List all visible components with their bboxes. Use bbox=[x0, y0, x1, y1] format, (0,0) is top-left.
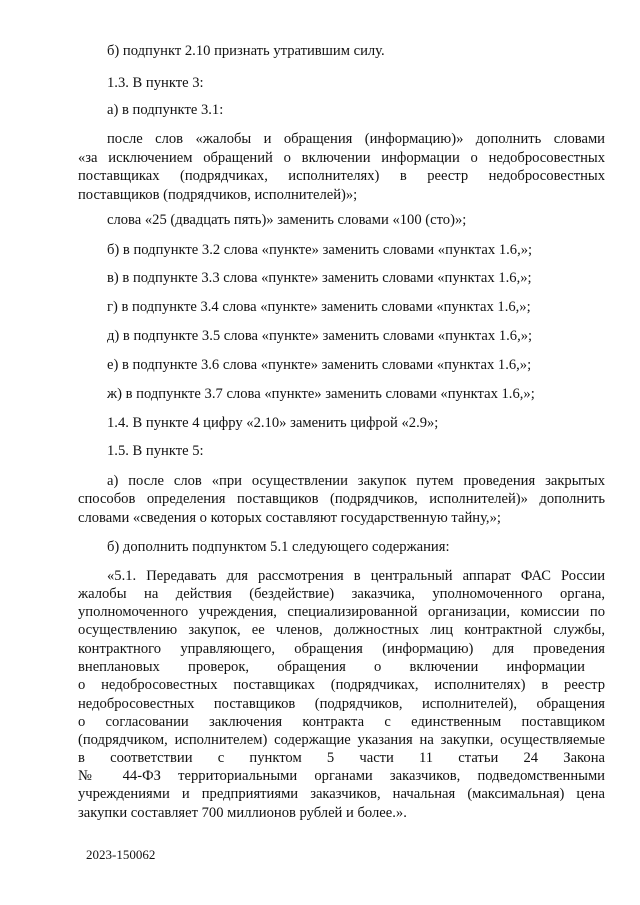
document-line: а) в подпункте 3.1: bbox=[107, 102, 224, 118]
document-number: 2023-150062 bbox=[86, 847, 156, 862]
document-line: после слов «жалобы и обращения (информацию)» дополнить словами bbox=[107, 131, 605, 147]
document-line: о недобросовестных поставщиках (подрядчиках, исполнителях) в реестр bbox=[78, 677, 605, 693]
document-line: недобросовестных поставщиков (подрядчиков, исполнителей), обращения bbox=[78, 696, 605, 712]
document-line: словами «сведения о которых составляют государственную тайну,»; bbox=[78, 510, 501, 526]
document-line: жалобы на действия (бездействие) заказчика, уполномоченного органа, bbox=[78, 586, 605, 602]
document-line: внеплановых проверок, обращения о включении информации bbox=[78, 659, 585, 675]
document-line: ж) в подпункте 3.7 слова «пункте» заменить словами «пунктах 1.6,»; bbox=[107, 386, 535, 402]
document-line: осуществлению закупок, ее членов, должностных лиц контрактной службы, bbox=[78, 622, 605, 638]
document-line: б) в подпункте 3.2 слова «пункте» заменить словами «пунктах 1.6,»; bbox=[107, 242, 533, 258]
document-line: 1.5. В пункте 5: bbox=[107, 443, 204, 459]
document-line: поставщиков (подрядчиков, исполнителей)»; bbox=[78, 187, 358, 203]
document-line: способов определения поставщиков (подрядчиков, исполнителей)» дополнить bbox=[78, 491, 605, 507]
document-line: слова «25 (двадцать пять)» заменить словами «100 (сто)»; bbox=[107, 212, 467, 228]
document-line: о согласовании заключения контракта с единственным поставщиком bbox=[78, 714, 605, 730]
document-line: «за исключением обращений о включении информации о недобросовестных bbox=[78, 150, 605, 166]
document-line: поставщиках (подрядчиках, исполнителях) в реестр недобросовестных bbox=[78, 168, 605, 184]
document-line: б) подпункт 2.10 признать утратившим силу. bbox=[107, 43, 385, 59]
document-line: а) после слов «при осуществлении закупок путем проведения закрытых bbox=[107, 473, 605, 489]
document-line: в соответствии с пунктом 5 части 11 статьи 24 Закона bbox=[78, 750, 605, 766]
document-line: учреждениями и предприятиями заказчиков, начальная (максимальная) цена bbox=[78, 786, 605, 802]
document-line: закупки составляет 700 миллионов рублей и более.». bbox=[78, 805, 407, 821]
document-line: № 44-ФЗ территориальными органами заказчиков, подведомственными bbox=[78, 768, 605, 784]
document-line: уполномоченного учреждения, специализированной организации, комиссии по bbox=[78, 604, 605, 620]
document-line: (подрядчиком, исполнителем) содержащие указания на закупки, осуществляемые bbox=[78, 732, 605, 748]
document-line: д) в подпункте 3.5 слова «пункте» заменить словами «пунктах 1.6,»; bbox=[107, 328, 533, 344]
document-line: «5.1. Передавать для рассмотрения в центральный аппарат ФАС России bbox=[107, 568, 605, 584]
document-line: е) в подпункте 3.6 слова «пункте» заменить словами «пунктах 1.6,»; bbox=[107, 357, 532, 373]
document-line: г) в подпункте 3.4 слова «пункте» заменить словами «пунктах 1.6,»; bbox=[107, 299, 531, 315]
document-line: в) в подпункте 3.3 слова «пункте» заменить словами «пунктах 1.6,»; bbox=[107, 270, 532, 286]
document-line: контрактного управляющего, обращения (информацию) для проведения bbox=[78, 641, 605, 657]
document-line: б) дополнить подпунктом 5.1 следующего содержания: bbox=[107, 539, 450, 555]
document-line: 1.3. В пункте 3: bbox=[107, 75, 204, 91]
document-line: 1.4. В пункте 4 цифру «2.10» заменить цифрой «2.9»; bbox=[107, 415, 439, 431]
